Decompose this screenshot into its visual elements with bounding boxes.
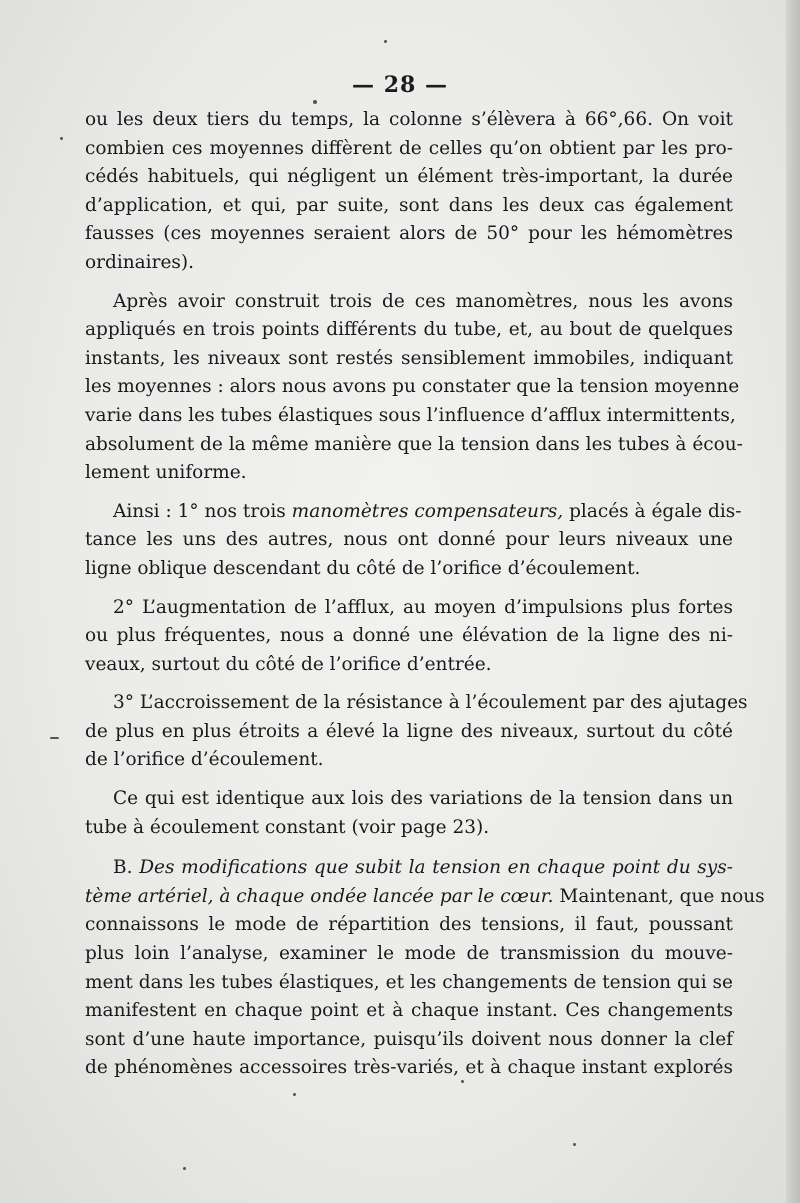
- text-line: [85, 854, 733, 883]
- text-line: de phénomènes accessoires très-variés, et à chaque instant explorés: [85, 1057, 733, 1079]
- text-line: 2° L’augmentation de l’afflux, au moyen d’impulsions plus fortes: [113, 596, 733, 618]
- speck: [461, 1080, 464, 1083]
- text-line: ou les deux tiers du temps, la colonne s’élèvera à 66°,66. On voit: [85, 109, 733, 130]
- text-line: ligne oblique descendant du côté de l’orifice d’écoulement.: [85, 557, 641, 579]
- section-label: B.: [113, 857, 133, 879]
- text-segment: Ainsi : 1° nos trois: [113, 500, 286, 522]
- text-line: absolument de la même manière que la tension dans les tubes à écou-: [85, 433, 743, 455]
- speck: [384, 40, 387, 43]
- section-heading: Des modifications que subit la tension en chaque point du sys-: [139, 857, 734, 879]
- text-line: de plus en plus étroits a élevé la ligne des niveaux, surtout du côté: [85, 720, 733, 742]
- text-line: tube à écoulement constant (voir page 23).: [85, 816, 490, 838]
- text-line: combien ces moyennes diffèrent de celles qu’on obtient par les pro-: [85, 137, 733, 159]
- text-line: Après avoir construit trois de ces manomètres, nous les avons: [113, 290, 733, 312]
- text-line: de l’orifice d’écoulement.: [85, 749, 324, 771]
- page-number: — 28 —: [352, 72, 448, 98]
- speck: [293, 1093, 296, 1096]
- text-segment: Maintenant, que nous: [559, 885, 765, 907]
- text-line: ou plus fréquentes, nous a donné une élévation de la ligne des ni-: [85, 625, 733, 647]
- text-line: varie dans les tubes élastiques sous l’influence d’afflux intermittents,: [85, 404, 736, 426]
- speck: [183, 1167, 186, 1170]
- italic-term: manomètres compensateurs,: [291, 500, 564, 522]
- text-line: [85, 498, 742, 527]
- body-text: [85, 106, 765, 1083]
- text-line: manifestent en chaque point et à chaque instant. Ces changements: [85, 1000, 733, 1022]
- text-line: veaux, surtout du côté de l’orifice d’entrée.: [85, 653, 492, 675]
- text-line: sont d’une haute importance, puisqu’ils doivent nous donner la clef: [85, 1028, 733, 1050]
- speck: [313, 100, 317, 104]
- text-line: plus loin l’analyse, examiner le mode de transmission du mouve-: [85, 943, 733, 965]
- text-line: appliqués en trois points différents du tube, et, au bout de quelques: [85, 319, 733, 341]
- text-line: connaissons le mode de répartition des tensions, il faut, poussant: [85, 914, 733, 936]
- text-line: 3° L’accroissement de la résistance à l’écoulement par des ajutages: [113, 692, 748, 714]
- text-line: les moyennes : alors nous avons pu constater que la tension moyenne: [85, 376, 740, 398]
- text-line: ordinaires).: [85, 251, 194, 273]
- page-edge: [786, 0, 800, 1203]
- speck: [50, 737, 59, 739]
- text-line: lement uniforme.: [85, 462, 247, 484]
- text-line: tance les uns des autres, nous ont donné pour leurs niveaux une: [85, 529, 733, 551]
- text-line: Ce qui est identique aux lois des variations de la tension dans un: [113, 788, 733, 810]
- text-line: instants, les niveaux sont restés sensiblement immobiles, indiquant: [85, 347, 733, 369]
- speck: [60, 137, 63, 140]
- text-line: cédés habituels, qui négligent un élément très-important, la durée: [85, 166, 733, 188]
- text-line: ment dans les tubes élastiques, et les changements de tension qui se: [85, 971, 733, 993]
- text-line: fausses (ces moyennes seraient alors de 50° pour les hémomètres: [85, 223, 733, 245]
- text-segment: placés à égale dis-: [569, 500, 742, 522]
- text-line: d’application, et qui, par suite, sont dans les deux cas également: [85, 194, 733, 216]
- text-line: [85, 883, 765, 912]
- speck: [573, 1143, 576, 1146]
- section-heading: tème artériel, à chaque ondée lancée par le cœur.: [85, 885, 554, 907]
